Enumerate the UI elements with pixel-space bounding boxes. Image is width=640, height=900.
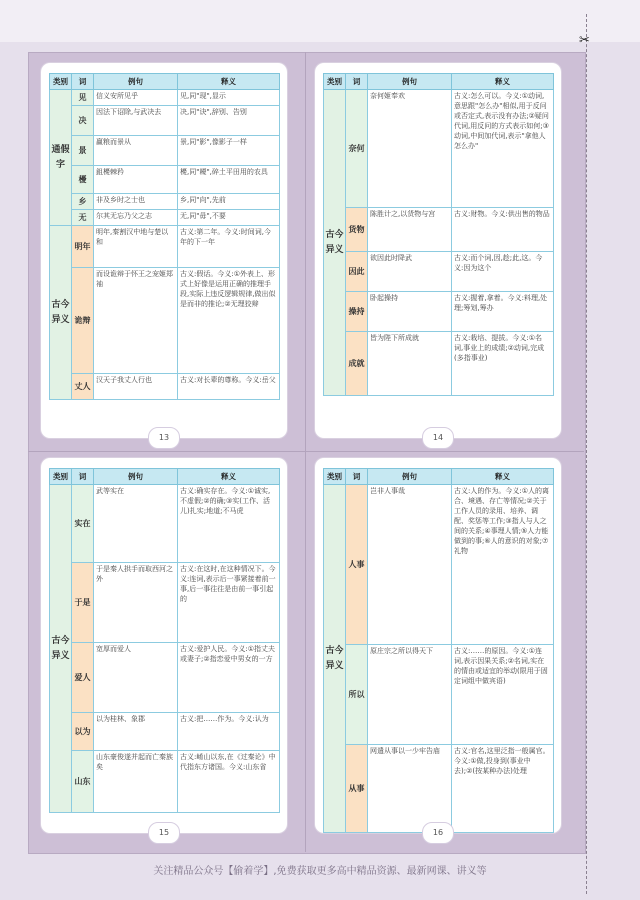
table-row [50,136,280,166]
category-cell: 古今异义 [50,485,72,813]
definition-cell: 古义:第二年。今义:时间词,今年的下一年 [178,226,280,268]
definition-cell: 古义:确实存在。今义:①诚实,不虚假;②的确;③实(工作、活儿)扎实;地道;不马虎 [178,485,280,563]
word-cell: 人事 [346,485,368,645]
table-row [324,332,554,396]
example-cell: 因法下诏除,与武决去 [94,106,178,136]
table-row [50,226,280,268]
page-card-16 [315,458,561,837]
table-row [50,374,280,400]
table-row [50,166,280,194]
example-cell: 明年,秦割汉中地与楚以和 [94,226,178,268]
table-row [324,292,554,332]
cut-line [586,14,587,894]
sheet-divider-vertical [305,52,306,852]
table-row [50,90,280,106]
definition-cell: 古义:怎么可以。今义:①动词,意思跟"怎么办"相似,用于反问或否定式,表示没有办法;②疑问代词,用反问的方式表示如何;③动词,中间加代词,表示"拿他人怎么办" [452,90,554,208]
example-cell: 尔其无忘乃父之志 [94,210,178,226]
header-definition: 释义 [452,74,554,90]
word-cell: 从事 [346,745,368,833]
word-cell: 明年 [72,226,94,268]
word-cell: 櫌 [72,166,94,194]
definition-cell: 古义:崤山以东,在《过秦论》中代指东方诸国。今义:山东省 [178,751,280,813]
example-cell: 以为桂林、象郡 [94,713,178,751]
scissors-icon: ✂ [579,33,590,48]
table-header-row [324,74,554,90]
definition-cell: 櫌,同"耰",碎土平田用的农具 [178,166,280,194]
example-cell: 欲因此时降武 [368,252,452,292]
table-row [50,751,280,813]
table-row [324,208,554,252]
table-row [50,713,280,751]
header-example: 例句 [94,469,178,485]
page-number: 13 [148,427,180,449]
definition-cell: 古义:爱护人民。今义:①指丈夫或妻子;②指恋爱中男女的一方 [178,643,280,713]
word-cell: 见 [72,90,94,106]
sheet-divider-horizontal [28,451,584,452]
example-cell: 信义安所见乎 [94,90,178,106]
page-number: 15 [148,822,180,844]
table-row [324,745,554,833]
vocab-table [323,73,554,396]
definition-cell: 古义:财物。今义:供出售的物品 [452,208,554,252]
table-row [50,643,280,713]
definition-cell: 古义:在这时,在这种情况下。今义:连词,表示后一事紧接着前一事,后一事往往是由前一事引起的 [178,563,280,643]
header-word: 词 [346,74,368,90]
word-cell: 成就 [346,332,368,396]
header-category: 类别 [324,74,346,90]
definition-cell: 古义:把……作为。今义:认为 [178,713,280,751]
page-number: 14 [422,427,454,449]
example-cell: 于是秦人拱手而取西河之外 [94,563,178,643]
header-definition: 释义 [178,469,280,485]
word-cell: 无 [72,210,94,226]
example-cell: 卧起操持 [368,292,452,332]
header-category: 类别 [324,469,346,485]
header-example: 例句 [368,469,452,485]
word-cell: 实在 [72,485,94,563]
word-cell: 丈人 [72,374,94,400]
table-row [50,563,280,643]
table-row [50,485,280,563]
example-cell: 网遣从事以一少牢告庙 [368,745,452,833]
table-row [324,645,554,745]
category-cell: 通假字 [50,90,72,226]
example-cell: 赢粮而景从 [94,136,178,166]
example-cell: 鉏櫌棘矜 [94,166,178,194]
word-cell: 货物 [346,208,368,252]
definition-cell: 无,同"毋",不要 [178,210,280,226]
table-header-row [50,469,280,485]
definition-cell: 见,同"现",显示 [178,90,280,106]
footer-notice: 关注精品公众号【偷着学】,免费获取更多高中精品资源、最新网课、讲义等 [153,866,487,877]
page-card-15 [41,458,287,837]
word-cell: 景 [72,136,94,166]
example-cell: 原庄宗之所以得天下 [368,645,452,745]
definition-cell: 古义:官名,这里泛指一般属官。今义:①做,投身到(事业中去);②(按某种办法)处理 [452,745,554,833]
category-cell: 古今异义 [324,90,346,396]
table-row [50,194,280,210]
header-word: 词 [72,74,94,90]
example-cell: 陈胜计之,以货物与宫 [368,208,452,252]
definition-cell: 古义:握着,拿着。今义:料理,处理;筹划,筹办 [452,292,554,332]
definition-cell: 古义:人的作为。今义:①人的离合、境遇、存亡等情况;②关于工作人员的录用、培养、调配、奖惩等工作;③指人与人之间的关系;④事理人情;⑤人力能做到的事;⑥人的意识的对象;⑦礼物 [452,485,554,645]
word-cell: 山东 [72,751,94,813]
header-example: 例句 [94,74,178,90]
header-category: 类别 [50,74,72,90]
definition-cell: 古义:……的原因。今义:①连词,表示因果关系;②名词,实在的情由或适宜的举动(限用于固定词组中做宾语) [452,645,554,745]
word-cell: 以为 [72,713,94,751]
example-cell: 非及乡时之士也 [94,194,178,210]
page-number: 16 [422,822,454,844]
word-cell: 因此 [346,252,368,292]
example-cell: 而设诡辩于怀王之宠姬郑袖 [94,268,178,374]
table-header-row [50,74,280,90]
table-header-row [324,469,554,485]
example-cell: 皆为陛下所成就 [368,332,452,396]
example-cell: 宽厚而爱人 [94,643,178,713]
word-cell: 所以 [346,645,368,745]
definition-cell: 古义:对长辈的尊称。今义:岳父 [178,374,280,400]
header-category: 类别 [50,469,72,485]
header-definition: 释义 [178,74,280,90]
vocab-table [323,468,554,833]
word-cell: 于是 [72,563,94,643]
word-cell: 乡 [72,194,94,210]
table-row [50,106,280,136]
vocab-table [49,73,280,400]
definition-cell: 古义:栽培、提拔。今义:①名词,事业上的成绩;②动词,完成(多指事业) [452,332,554,396]
vocab-table [49,468,280,813]
definition-cell: 乡,同"向",先前 [178,194,280,210]
word-cell: 决 [72,106,94,136]
example-cell: 奈何姬奉欢 [368,90,452,208]
definition-cell: 古义:假话。今义:①外表上、形式上好像是运用正确的推理手段,实际上违反逻辑规律,做出似是而非的推论;②无理狡辩 [178,268,280,374]
example-cell: 山东豪俊遂并起而亡秦族矣 [94,751,178,813]
table-row [324,485,554,645]
table-row [324,90,554,208]
page-card-13 [41,63,287,442]
word-cell: 诡辩 [72,268,94,374]
header-definition: 释义 [452,469,554,485]
example-cell: 岂非人事哉 [368,485,452,645]
top-strip [0,0,640,42]
category-cell: 古今异义 [324,485,346,833]
example-cell: 汉天子我丈人行也 [94,374,178,400]
definition-cell: 古义:而个词,因,趁;此,这。今义:因为这个 [452,252,554,292]
word-cell: 操持 [346,292,368,332]
header-example: 例句 [368,74,452,90]
table-row [50,268,280,374]
word-cell: 奈何 [346,90,368,208]
category-cell: 古今异义 [50,226,72,400]
example-cell: 武等实在 [94,485,178,563]
word-cell: 爱人 [72,643,94,713]
header-word: 词 [346,469,368,485]
table-row [324,252,554,292]
definition-cell: 景,同"影",像影子一样 [178,136,280,166]
header-word: 词 [72,469,94,485]
definition-cell: 决,同"诀",辞别、告别 [178,106,280,136]
table-row [50,210,280,226]
page-card-14 [315,63,561,442]
